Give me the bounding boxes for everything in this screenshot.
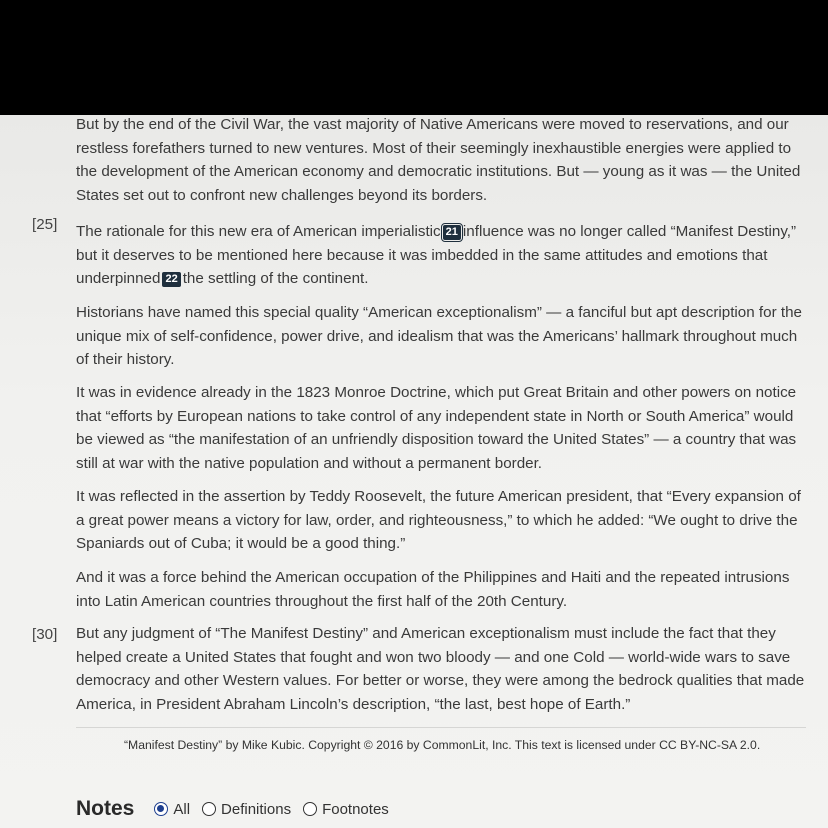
paragraph-24: But by the end of the Civil War, the vast majority of Native Americans were moved to reservations, and our restless forefathers turned to new ventures. Most of their seemingly inexhaustible energies were applied to the development of the American economy and democratic institutions. But — young as it was — the United States set out to confront new challenges beyond its borders.: [76, 116, 801, 204]
paragraph-25-part-2: influence was no longer called “Manifest Destiny,” but it deserves to be mentioned here because it was imbedded in the same attitudes and emotions that underpinned: [76, 223, 797, 287]
notes-filter-definitions[interactable]: [202, 801, 291, 818]
paragraph-25-part-1: The rationale for this new era of American imperialistic: [76, 223, 441, 240]
top-black-bar: [0, 0, 828, 115]
paragraph-28: It was reflected in the assertion by Teddy Roosevelt, the future American president, that “Every expansion of a great power means a victory for law, order, and righteousness,” to which he added: “We ought to drive the Spaniards out of Cuba; it would be a good thing.”: [76, 488, 801, 552]
notes-filter-footnotes[interactable]: [303, 801, 389, 818]
radio-definitions-icon[interactable]: [202, 802, 216, 816]
radio-all-icon[interactable]: [154, 802, 168, 816]
paragraph-26: Historians have named this special quality “American exceptionalism” — a fanciful but apt description for the unique mix of self-confidence, power drive, and idealism that was the Americans’ hallmark throughout much of their history.: [76, 304, 802, 368]
paragraph-25: [76, 220, 806, 291]
paragraph-30: But any judgment of “The Manifest Destiny” and American exceptionalism must include the fact that they helped create a United States that fought and won two bloody — and one Cold — world-wide wars to save democracy and other Western values. For better or worse, they were among the bedrock qualities that made America, in President Abraham Lincoln’s description, “the last, best hope of Earth.”: [76, 625, 805, 713]
citation-text: “Manifest Destiny” by Mike Kubic. Copyright © 2016 by CommonLit, Inc. This text is licensed under CC BY-NC-SA 2.0.: [124, 738, 761, 752]
notes-filter-footnotes-label: Footnotes: [322, 800, 389, 818]
paragraph-29: And it was a force behind the American occupation of the Philippines and Haiti and the repeated intrusions into Latin American countries throughout the first half of the 20th Century.: [76, 569, 790, 610]
radio-footnotes-icon[interactable]: [303, 802, 317, 816]
notes-filter-all[interactable]: [154, 801, 190, 818]
notes-title: Notes: [76, 797, 135, 820]
paragraph-number-30: [30]: [32, 626, 58, 643]
footnote-22-chip[interactable]: 22: [162, 272, 180, 287]
notes-filter-definitions-label: Definitions: [221, 800, 292, 818]
paragraph-25-part-3: the settling of the continent.: [182, 270, 369, 287]
notes-filter-bar: [76, 797, 401, 821]
reading-page: [0, 115, 828, 828]
footnote-21-chip[interactable]: 21: [443, 225, 461, 240]
citation-divider: [76, 727, 806, 728]
paragraph-27: It was in evidence already in the 1823 Monroe Doctrine, which put Great Britain and other powers on notice that “efforts by European nations to take control of any independent state in North or South America” would be viewed as “the manifestation of an unfriendly disposition toward the United States” — a country that was still at war with the native population and without a permanent border.: [76, 384, 797, 472]
notes-filter-all-label: All: [173, 800, 191, 818]
paragraph-number-25: [25]: [32, 216, 58, 233]
